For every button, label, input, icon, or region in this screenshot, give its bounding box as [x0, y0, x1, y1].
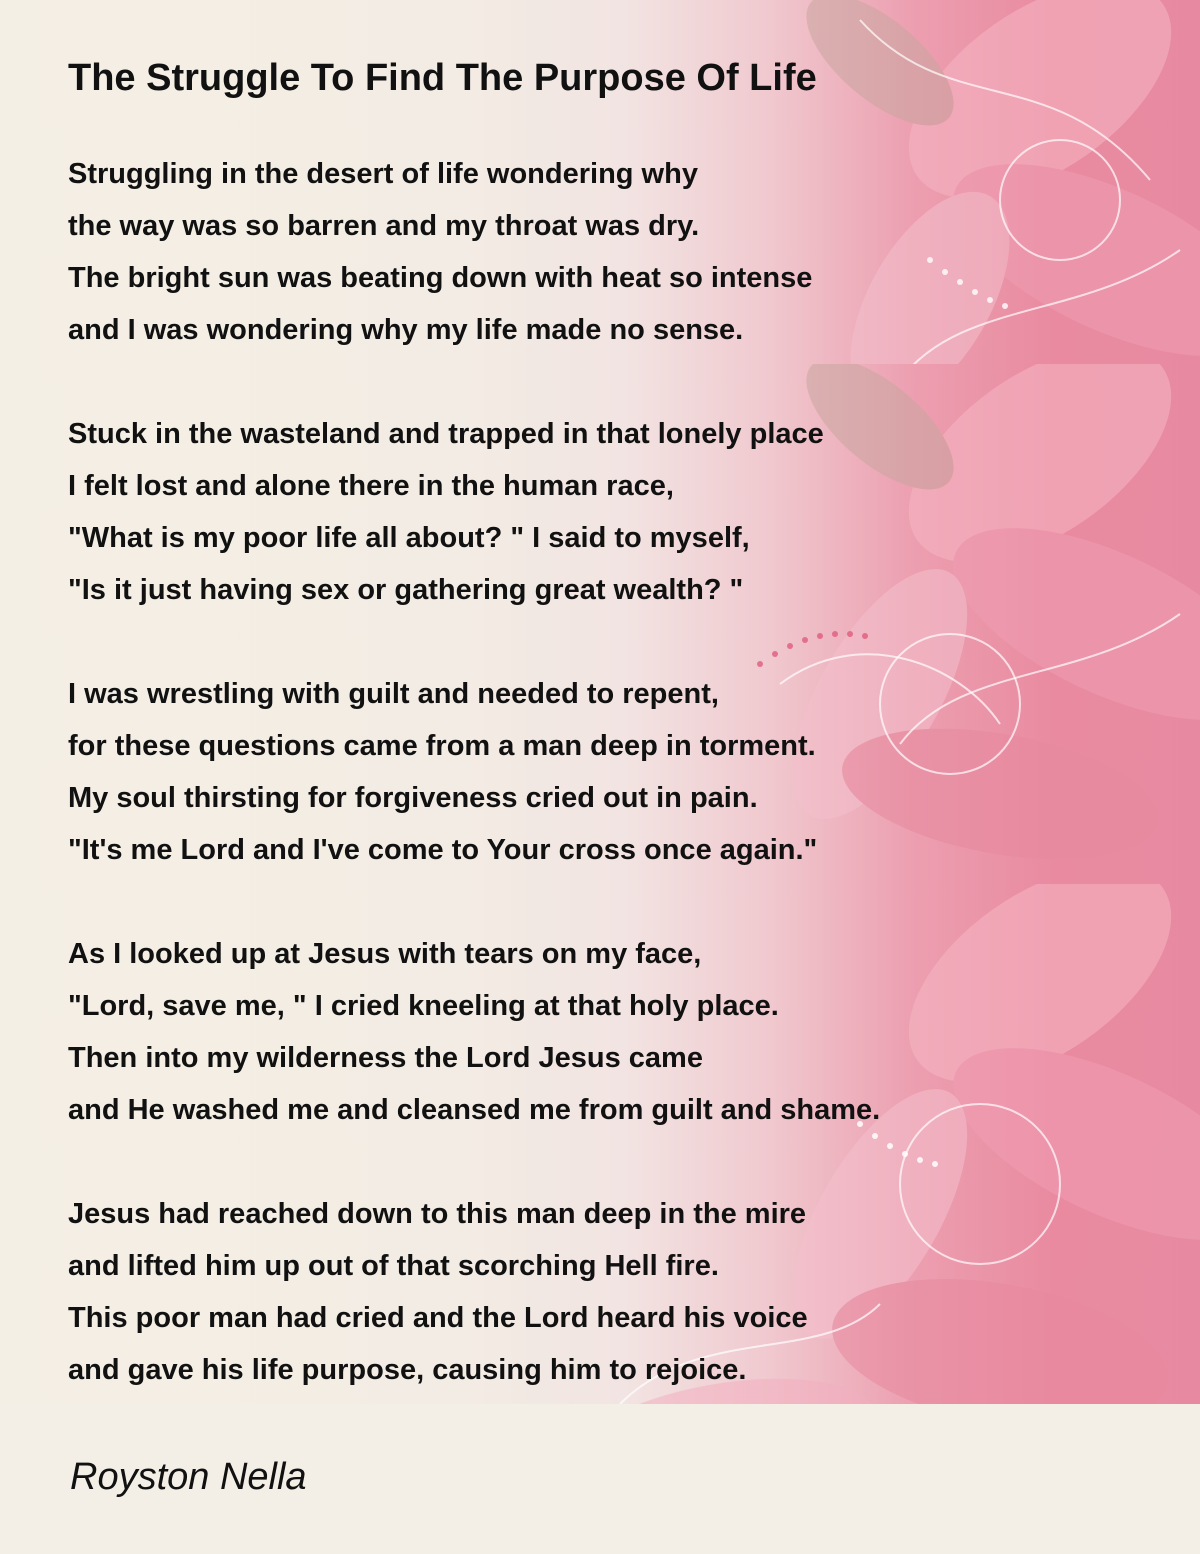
poem-line: "What is my poor life all about? " I said to myself, [68, 522, 750, 554]
poem-line: and He washed me and cleansed me from guilt and shame. [68, 1094, 881, 1126]
poem-line: The bright sun was beating down with heat so intense [68, 262, 813, 294]
poem-line: Stuck in the wasteland and trapped in that lonely place [68, 418, 824, 450]
poem-line: for these questions came from a man deep in torment. [68, 730, 816, 762]
poem-line: and I was wondering why my life made no sense. [68, 314, 744, 346]
poem-stanza [68, 1188, 1068, 1396]
poem-stanza [68, 668, 1068, 876]
poem-line: Struggling in the desert of life wondering why [68, 158, 698, 190]
poem-line: My soul thirsting for forgiveness cried out in pain. [68, 782, 758, 814]
poem-line: I was wrestling with guilt and needed to repent, [68, 678, 719, 710]
poem-line: As I looked up at Jesus with tears on my face, [68, 938, 702, 970]
poem-line: This poor man had cried and the Lord heard his voice [68, 1302, 808, 1334]
poem-title: The Struggle To Find The Purpose Of Life [68, 57, 817, 99]
poem-line: Jesus had reached down to this man deep in the mire [68, 1198, 807, 1230]
poem-stanza [68, 408, 1068, 616]
poem-stanza [68, 148, 1068, 356]
poem-line: "It's me Lord and I've come to Your cross once again." [68, 834, 818, 866]
poem-line: "Lord, save me, " I cried kneeling at that holy place. [68, 990, 779, 1022]
poem-line: I felt lost and alone there in the human race, [68, 470, 674, 502]
poem-line: Then into my wilderness the Lord Jesus came [68, 1042, 703, 1074]
poem-stanza [68, 928, 1068, 1136]
poem-line: and gave his life purpose, causing him to rejoice. [68, 1354, 747, 1386]
poem-author: Royston Nella [70, 1456, 307, 1498]
poem-line: and lifted him up out of that scorching Hell fire. [68, 1250, 719, 1282]
poem-line: "Is it just having sex or gathering great wealth? " [68, 574, 744, 606]
poem-line: the way was so barren and my throat was dry. [68, 210, 700, 242]
